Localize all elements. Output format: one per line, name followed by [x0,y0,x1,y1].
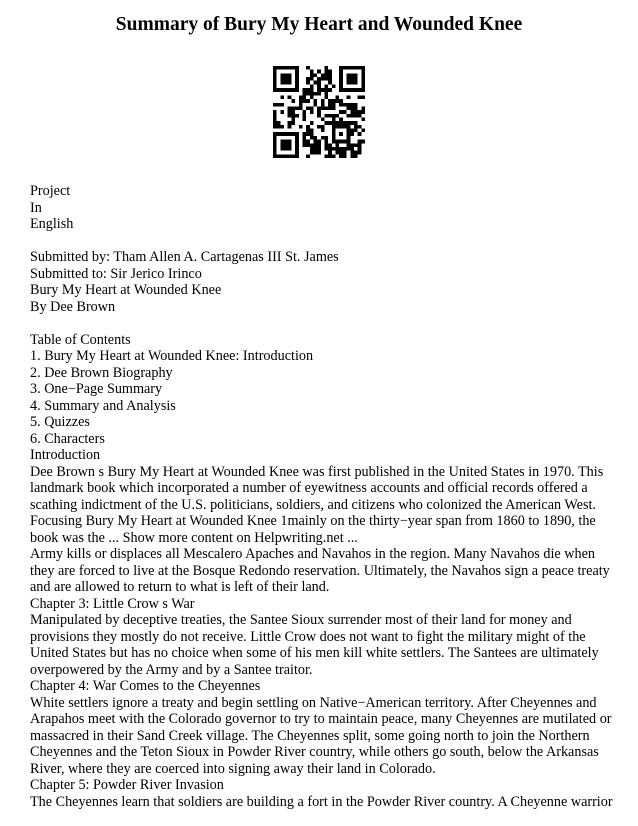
body-line: book was the ... Show more content on Helpwriting.net ... [30,529,358,546]
toc-item: 2. Dee Brown Biography [30,364,173,381]
body-line: they are forced to live at the Bosque Redondo reservation. Ultimately, the Navahos sign a peace treaty [30,562,610,579]
body-line: Army kills or displaces all Mescalero Apaches and Navahos in the region. Many Navahos die when [30,546,595,562]
submitted-to: Submitted to: Sir Jerico Irinco [30,265,202,282]
toc-heading: Table of Contents [30,331,131,348]
body-line: White settlers ignore a treaty and begin settling on Native−American territory. After Cheyennes and [30,694,597,711]
body-line: Manipulated by deceptive treaties, the Santee Sioux surrender most of their land for money and [30,612,572,628]
cover-line: In [30,199,42,216]
submitted-by: Submitted by: Tham Allen A. Cartagenas III St. James [30,249,339,265]
page-title: Summary of Bury My Heart and Wounded Knee [115,14,523,35]
body-line: The Cheyennes learn that soldiers are building a fort in the Powder River country. A Cheyenne warrior [30,793,613,810]
book-author: By Dee Brown [30,298,116,315]
body-line: Cheyennes and the Teton Sioux in Powder River country, while others go south, below the Arkansas [30,744,599,760]
toc-item: 6. Characters [30,430,105,447]
chapter-heading: Chapter 5: Powder River Invasion [30,777,224,793]
toc-item: 5. Quizzes [30,414,90,430]
cover-line: Project [30,183,71,199]
section-heading-introduction: Introduction [30,447,101,463]
body-line: Focusing Bury My Heart at Wounded Knee 1mainly on the thirty−year span from 1860 to 1890, the [30,513,596,529]
toc-item: 3. One−Page Summary [30,381,163,397]
cover-line: English [30,216,74,232]
chapter-heading: Chapter 3: Little Crow s War [30,595,195,612]
toc-item: 1. Bury My Heart at Wounded Knee: Introduction [30,348,314,364]
chapter-heading: Chapter 4: War Comes to the Cheyennes [30,678,261,694]
body-line: and are allowed to return to what is left of their land. [30,579,330,595]
body-line: provisions they mostly do not receive. Little Crow does not want to fight the military might of the [30,628,586,645]
body-line: scathing indictment of the U.S. politicians, soldiers, and citizens who colonized the American West. [30,496,596,513]
document-body [30,183,620,810]
book-title: Bury My Heart at Wounded Knee [30,282,222,298]
body-line: overpowered by the Army and by a Santee traitor. [30,661,313,678]
body-line: Arapahos meet with the Colorado governor to try to maintain peace, many Cheyennes are mutilated or [30,711,612,727]
body-line: massacred in their Sand Creek village. The Cheyennes split, some going north to join the Northern [30,727,590,744]
body-line: Dee Brown s Bury My Heart at Wounded Knee was first published in the United States in 1970. This [30,463,604,480]
body-line: River, where they are coerced into signing away their land in Colorado. [30,760,436,777]
body-line: landmark book which incorporated a number of eyewitness accounts and official records offered a [30,480,588,496]
qr-code-icon [273,66,365,158]
toc-item: 4. Summary and Analysis [30,397,176,414]
body-line: United States but has no choice when some of his men kill white settlers. The Santees are ultimately [30,645,599,661]
